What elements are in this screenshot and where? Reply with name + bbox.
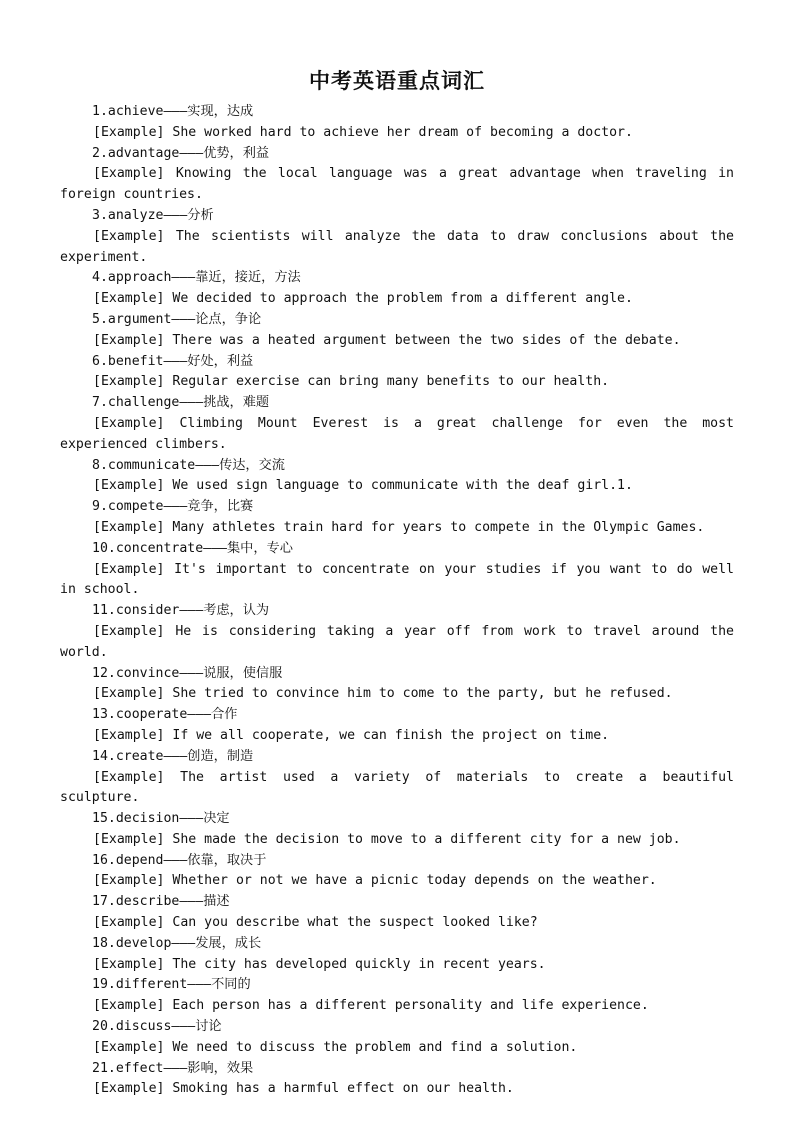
vocab-word: cooperate <box>115 707 188 723</box>
vocab-meaning: 依靠，取决于 <box>187 852 267 868</box>
vocab-separator: ——— <box>163 1060 188 1076</box>
example-sentence: There was a heated argument between the two sides of the debate. <box>172 332 681 348</box>
vocab-heading <box>60 705 734 726</box>
vocab-entry <box>60 934 734 976</box>
vocab-word: depend <box>115 852 164 868</box>
vocab-word: approach <box>107 270 172 286</box>
vocab-example <box>60 1079 734 1100</box>
example-tag: [Example] <box>93 332 165 348</box>
vocab-meaning: 挑战，难题 <box>203 395 270 411</box>
example-tag: [Example] <box>93 831 165 847</box>
vocab-meaning: 描述 <box>203 894 230 910</box>
vocab-heading <box>60 809 734 830</box>
vocab-meaning: 集中，专心 <box>227 540 293 556</box>
vocab-separator: ——— <box>163 104 188 119</box>
vocab-heading <box>60 102 734 123</box>
vocab-word: effect <box>115 1060 164 1076</box>
vocab-number: 6. <box>92 353 108 369</box>
vocab-entry <box>60 664 734 706</box>
vocab-word: discuss <box>115 1019 172 1035</box>
vocab-word: describe <box>115 894 180 910</box>
vocab-entry <box>60 892 734 934</box>
vocab-example <box>60 414 734 456</box>
example-tag: [Example] <box>93 228 165 244</box>
vocab-word: consider <box>115 603 180 619</box>
vocab-heading <box>60 539 734 560</box>
vocab-heading <box>60 393 734 414</box>
vocab-heading <box>60 456 734 477</box>
vocab-example <box>60 726 734 747</box>
vocab-meaning: 竞争，比赛 <box>187 499 254 515</box>
vocab-number: 10. <box>92 540 116 556</box>
vocab-number: 19. <box>92 977 116 993</box>
vocab-example <box>60 560 734 602</box>
vocab-heading <box>60 934 734 955</box>
vocab-number: 18. <box>92 935 116 951</box>
example-sentence: Can you describe what the suspect looked like? <box>172 915 538 931</box>
vocab-entry <box>60 497 734 539</box>
vocab-heading <box>60 601 734 622</box>
vocab-meaning: 讨论 <box>195 1019 222 1035</box>
vocab-separator: ——— <box>171 270 196 286</box>
vocab-example <box>60 622 734 664</box>
vocab-example <box>60 372 734 393</box>
vocab-entry <box>60 851 734 893</box>
vocab-heading <box>60 747 734 768</box>
example-sentence: She tried to convince him to come to the party, but he refused. <box>172 686 673 702</box>
vocab-example <box>60 518 734 539</box>
vocab-example <box>60 955 734 976</box>
vocab-separator: ——— <box>179 603 204 619</box>
vocab-example <box>60 164 734 206</box>
vocab-number: 14. <box>92 748 116 764</box>
example-sentence: She worked hard to achieve her dream of becoming a doctor. <box>172 124 633 140</box>
example-tag: [Example] <box>93 291 165 307</box>
vocab-number: 16. <box>92 852 116 868</box>
example-sentence: Regular exercise can bring many benefits to our health. <box>172 374 610 390</box>
vocab-meaning: 优势，利益 <box>203 145 270 161</box>
vocab-meaning: 好处，利益 <box>187 353 254 369</box>
vocab-entry <box>60 975 734 1017</box>
example-sentence: Smoking has a harmful effect on our health. <box>172 1081 514 1097</box>
vocab-number: 3. <box>92 207 108 223</box>
vocab-separator: ——— <box>171 311 196 327</box>
vocab-separator: ——— <box>163 852 188 868</box>
example-sentence: Each person has a different personality and life experience. <box>172 998 649 1014</box>
vocab-meaning: 不同的 <box>211 977 251 993</box>
vocab-heading <box>60 497 734 518</box>
vocab-entry <box>60 1059 734 1101</box>
vocab-word: different <box>115 977 188 993</box>
vocab-number: 5. <box>92 311 108 327</box>
example-tag: [Example] <box>93 623 165 639</box>
example-tag: [Example] <box>93 561 165 577</box>
example-tag: [Example] <box>93 1081 165 1097</box>
vocab-number: 15. <box>92 811 116 827</box>
document-page <box>60 60 734 1100</box>
vocab-example <box>60 768 734 810</box>
vocab-word: concentrate <box>115 540 204 556</box>
vocab-example <box>60 123 734 144</box>
example-sentence: He is considering taking a year off from work to travel around the world. <box>60 623 734 660</box>
vocab-example <box>60 684 734 705</box>
example-sentence: She made the decision to move to a different city for a new job. <box>172 831 681 847</box>
vocab-meaning: 合作 <box>211 707 238 723</box>
vocab-number: 12. <box>92 665 116 681</box>
vocab-meaning: 创造，制造 <box>187 748 254 764</box>
vocab-number: 2. <box>92 145 108 161</box>
example-tag: [Example] <box>93 956 165 972</box>
vocab-meaning: 说服，使信服 <box>203 665 283 681</box>
vocab-number: 9. <box>92 499 108 515</box>
vocab-entry <box>60 352 734 394</box>
vocab-heading <box>60 144 734 165</box>
example-tag: [Example] <box>93 519 165 535</box>
example-sentence: We used sign language to communicate with the deaf girl.1. <box>172 478 633 494</box>
vocab-separator: ——— <box>163 748 188 764</box>
vocab-separator: ——— <box>171 935 196 951</box>
vocab-separator: ——— <box>179 145 204 161</box>
vocab-entry <box>60 144 734 206</box>
vocab-meaning: 传达，交流 <box>219 457 285 473</box>
vocab-separator: ——— <box>171 1019 196 1035</box>
vocab-number: 21. <box>92 1060 116 1076</box>
vocab-number: 7. <box>92 395 108 411</box>
example-tag: [Example] <box>93 166 165 182</box>
vocab-entry <box>60 705 734 747</box>
vocab-number: 4. <box>92 270 108 286</box>
example-sentence: Whether or not we have a picnic today depends on the weather. <box>172 873 657 889</box>
vocab-separator: ——— <box>179 395 204 411</box>
vocab-number: 17. <box>92 894 116 910</box>
vocab-separator: ——— <box>163 499 188 515</box>
vocab-entry <box>60 102 734 144</box>
vocab-entry <box>60 809 734 851</box>
vocab-word: develop <box>115 935 172 951</box>
vocab-meaning: 论点，争论 <box>195 311 262 327</box>
example-tag: [Example] <box>93 374 165 390</box>
example-sentence: It's important to concentrate on your studies if you want to do well in school. <box>60 561 734 598</box>
vocab-entry <box>60 539 734 601</box>
vocab-entry <box>60 206 734 268</box>
vocab-word: challenge <box>107 395 180 411</box>
vocab-meaning: 实现，达成 <box>187 104 254 119</box>
vocab-separator: ——— <box>195 457 220 473</box>
vocab-number: 20. <box>92 1019 116 1035</box>
vocab-example <box>60 830 734 851</box>
example-sentence: Many athletes train hard for years to compete in the Olympic Games. <box>172 519 705 535</box>
vocab-example <box>60 1038 734 1059</box>
vocab-meaning: 考虑，认为 <box>203 603 270 619</box>
vocab-meaning: 靠近，接近，方法 <box>195 270 301 286</box>
example-sentence: Knowing the local language was a great advantage when traveling in foreign countries. <box>60 166 734 203</box>
example-sentence: We need to discuss the problem and find a solution. <box>172 1039 578 1055</box>
vocab-heading <box>60 664 734 685</box>
vocab-heading <box>60 975 734 996</box>
example-sentence: We decided to approach the problem from a different angle. <box>172 291 633 307</box>
vocab-heading <box>60 892 734 913</box>
vocab-separator: ——— <box>203 540 227 556</box>
example-sentence: The artist used a variety of materials to create a beautiful sculpture. <box>60 769 734 806</box>
vocabulary-list <box>60 102 734 1100</box>
vocab-separator: ——— <box>179 811 204 827</box>
vocab-example <box>60 476 734 497</box>
vocab-example <box>60 996 734 1017</box>
vocab-heading <box>60 206 734 227</box>
vocab-meaning: 发展，成长 <box>195 935 262 951</box>
vocab-separator: ——— <box>179 894 204 910</box>
example-tag: [Example] <box>93 915 165 931</box>
vocab-separator: ——— <box>187 977 212 993</box>
example-tag: [Example] <box>93 124 165 140</box>
example-sentence: Climbing Mount Everest is a great challenge for even the most experienced climbers. <box>60 415 734 452</box>
vocab-number: 13. <box>92 707 116 723</box>
vocab-entry <box>60 747 734 809</box>
vocab-heading <box>60 1059 734 1080</box>
vocab-heading <box>60 268 734 289</box>
vocab-word: analyze <box>107 207 164 223</box>
vocab-example <box>60 913 734 934</box>
vocab-meaning: 影响，效果 <box>187 1060 254 1076</box>
vocab-entry <box>60 268 734 310</box>
vocab-number: 8. <box>92 457 108 473</box>
example-tag: [Example] <box>93 1039 165 1055</box>
vocab-word: achieve <box>107 104 164 119</box>
vocab-word: create <box>115 748 164 764</box>
vocab-word: compete <box>107 499 164 515</box>
example-tag: [Example] <box>93 998 165 1014</box>
example-tag: [Example] <box>93 727 165 743</box>
vocab-number: 11. <box>92 603 116 619</box>
vocab-separator: ——— <box>179 665 204 681</box>
vocab-separator: ——— <box>163 207 188 223</box>
vocab-example <box>60 871 734 892</box>
vocab-word: benefit <box>107 353 164 369</box>
vocab-heading <box>60 352 734 373</box>
vocab-entry <box>60 310 734 352</box>
vocab-example <box>60 331 734 352</box>
vocab-word: decision <box>115 811 180 827</box>
vocab-heading <box>60 851 734 872</box>
example-tag: [Example] <box>93 769 165 785</box>
vocab-entry <box>60 393 734 455</box>
vocab-word: advantage <box>107 145 180 161</box>
example-tag: [Example] <box>93 873 165 889</box>
vocab-heading <box>60 310 734 331</box>
vocab-number: 1. <box>92 104 108 119</box>
vocab-word: argument <box>107 311 172 327</box>
vocab-word: communicate <box>107 457 196 473</box>
vocab-word: convince <box>115 665 180 681</box>
example-sentence: If we all cooperate, we can finish the project on time. <box>172 727 610 743</box>
page-title: 中考英语重点词汇 <box>309 69 485 93</box>
vocab-separator: ——— <box>187 707 212 723</box>
example-tag: [Example] <box>93 478 165 494</box>
vocab-heading <box>60 1017 734 1038</box>
example-sentence: The city has developed quickly in recent years. <box>172 956 546 972</box>
example-tag: [Example] <box>93 415 165 431</box>
vocab-meaning: 分析 <box>187 207 214 223</box>
vocab-example <box>60 227 734 269</box>
vocab-entry <box>60 1017 734 1059</box>
vocab-example <box>60 289 734 310</box>
example-tag: [Example] <box>93 686 165 702</box>
vocab-entry <box>60 601 734 663</box>
example-sentence: The scientists will analyze the data to draw conclusions about the experiment. <box>60 228 734 265</box>
vocab-meaning: 决定 <box>203 811 230 827</box>
vocab-entry <box>60 456 734 498</box>
vocab-separator: ——— <box>163 353 188 369</box>
